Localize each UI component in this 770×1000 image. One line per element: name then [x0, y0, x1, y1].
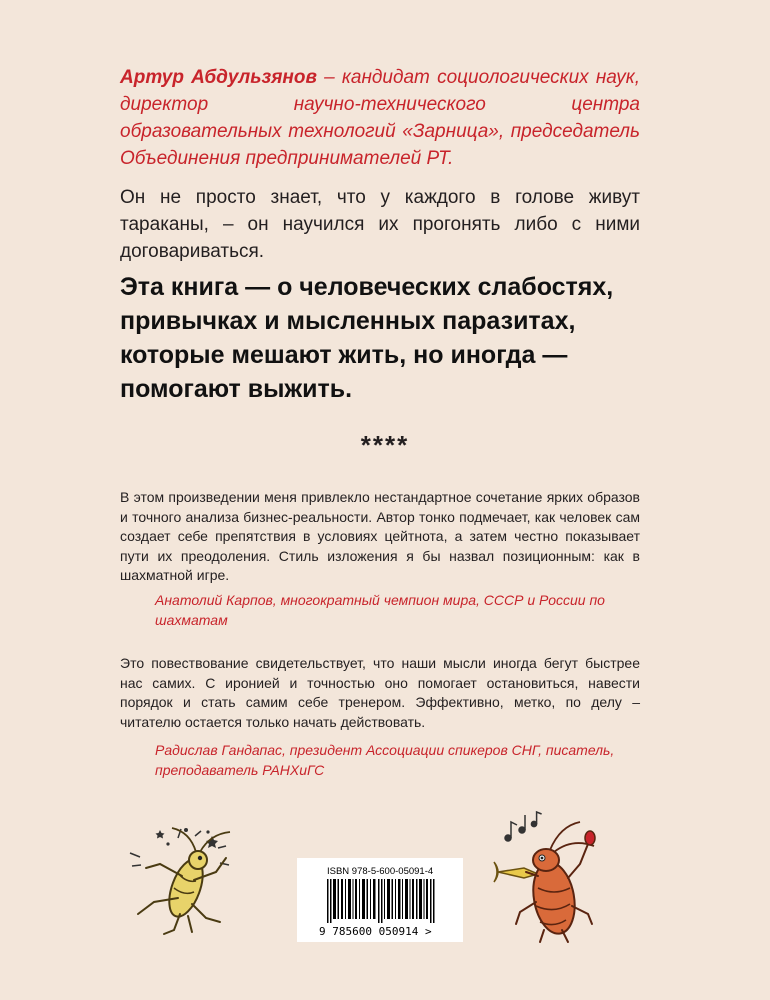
review-text: В этом произведении меня привлекло нестандартное сочетание ярких образов и точного анализа бизнес-реальности. Автор тонко подмечает, как человек сам создает себе препятствия в условиях цейтнота, а затем честно показывает пути их преодоления. Стиль изложения я бы назвал позиционным: как в шахматной игре.: [120, 489, 640, 583]
headline-line: привычках и мысленных паразитах,: [120, 307, 576, 335]
cockroach-dancing-illustration: [120, 818, 250, 943]
review-text: Это повествование свидетельствует, что наши мысли иногда бегут быстрее нас самих. С иронией и точностью оно помогает остановиться, навести порядок и стать самим себе тренером. Эффективно, метко, по делу – читателю остается только начать действовать.: [120, 655, 640, 730]
intro-paragraph: Он не просто знает, что у каждого в голове живут тараканы, – он научился их прогонять либо с ними договариваться.: [120, 187, 640, 262]
barcode-icon: [327, 879, 435, 923]
author-bio: [120, 64, 640, 172]
author-name: Артур Абдульзянов: [120, 67, 317, 88]
headline-line: помогают выжить.: [120, 375, 353, 403]
author-bio-text: – кандидат социологических наук, директор научно-технического центра образовательных технологий «Зарница», председатель Объединения предпринимателей РТ.: [120, 67, 640, 169]
isbn-digits: 9 785600 050914 >: [319, 925, 432, 938]
cockroach-trumpet-illustration: [488, 810, 608, 950]
headline-line: Эта книга — о человеческих слабостях,: [120, 273, 614, 301]
review-author: Анатолий Карпов, многократный чемпион мира, СССР и России по шахматам: [155, 592, 605, 628]
asterisk-separator: ****: [360, 430, 410, 460]
isbn-barcode-box: [297, 858, 463, 942]
isbn-label: ISBN 978-5-600-05091-4: [327, 866, 434, 877]
headline: [120, 270, 680, 406]
headline-line: которые мешают жить, но иногда —: [120, 341, 568, 369]
review-author: Радислав Гандапас, президент Ассоциации спикеров СНГ, писатель, преподаватель РАНХиГС: [155, 742, 615, 778]
